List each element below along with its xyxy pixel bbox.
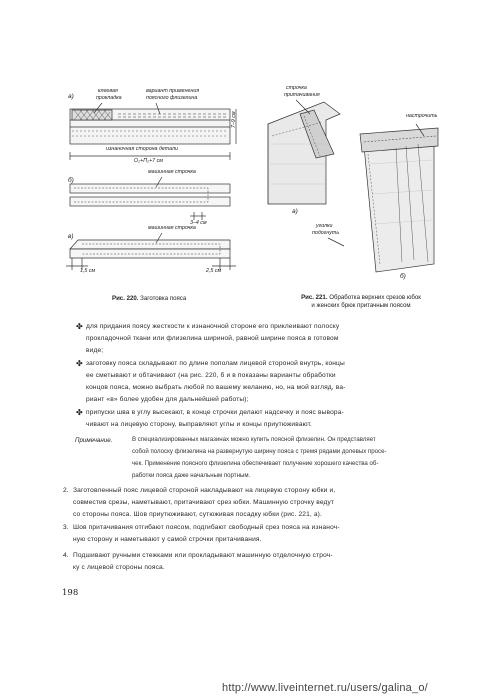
fig220-dim-left: 1,5 см bbox=[80, 268, 96, 274]
text-line: чивают на лицевую сторону, выправляют углы и концы приутюживают. bbox=[86, 421, 313, 429]
fig221-corners-1: уголки bbox=[316, 223, 333, 229]
figure-221 bbox=[256, 84, 446, 294]
text-line: припуски шва в углу высекают, в конце строчки делают надсечку и пояс вывора- bbox=[86, 409, 344, 416]
note-heading: Примечание. bbox=[75, 437, 113, 444]
fig220-label-b: б) bbox=[68, 177, 74, 184]
fig220-glue-pad-1: клеевая bbox=[98, 88, 118, 94]
bullet-marker: ✤ bbox=[76, 359, 83, 368]
text-line: прокладочной ткани или флизелина шириной, равной ширине пояса в готовом bbox=[86, 335, 339, 343]
step-number: 3. bbox=[63, 524, 69, 531]
bullet-item bbox=[86, 358, 436, 406]
fig220-gap-b: 3–4 см bbox=[190, 220, 207, 226]
fig220-stitch-b: машинная строчка bbox=[148, 169, 196, 175]
fig221-caption bbox=[261, 294, 461, 310]
text-line: со стороны пояса. Шов приутюживают, сутюживая посадку юбки (рис. 221, а). bbox=[73, 511, 323, 518]
fig220-dim-right: 2,5 см bbox=[206, 268, 222, 274]
text-line: В специализированных магазинах можно купить поясной флизелин. Он представляет bbox=[132, 436, 376, 443]
text-line: для придания поясу жесткости к изнаночной стороне его приклеивают полоску bbox=[86, 323, 340, 330]
fig220-label-v: в) bbox=[68, 233, 74, 240]
text-line: ку с лицевой стороны пояса. bbox=[73, 564, 165, 571]
note-body bbox=[132, 434, 442, 482]
text-line: Шов притачивания отгибают поясом, подгибают свободный срез пояса на изнаноч- bbox=[73, 524, 340, 531]
figure-220-drawing bbox=[60, 84, 245, 289]
fig220-interfacing-2: поясного флизелина bbox=[146, 95, 198, 101]
fig220-caption-number: Рис. 220. bbox=[112, 295, 139, 302]
text-line: заготовку пояса складывают по длине пополам лицевой стороной внутрь, концы bbox=[86, 360, 345, 367]
text-line: риант «в» более удобен для дальнейшей работы); bbox=[86, 396, 249, 404]
fig220-wrong-side: изнаночная сторона детали bbox=[106, 146, 178, 152]
fig220-label-a: а) bbox=[68, 93, 74, 100]
bullet-marker: ✤ bbox=[76, 408, 83, 417]
text-line: ную сторону и наметывают у самой строчки притачивания. bbox=[73, 536, 262, 543]
fig220-stitch-v: машинная строчка bbox=[148, 225, 196, 231]
fig220-caption-text: Заготовка пояса bbox=[140, 295, 187, 302]
fig220-width: 7–9 см bbox=[231, 111, 237, 128]
watermark-url: http://www.liveinternet.ru/users/galina_o/ bbox=[222, 682, 428, 694]
fig221-stitch-1: строчка bbox=[286, 85, 307, 91]
text-line: работки пояса даже начальным портным. bbox=[132, 471, 251, 479]
fig221-label-a: а) bbox=[292, 208, 298, 215]
page-number: 198 bbox=[62, 588, 79, 598]
step-text bbox=[73, 485, 443, 521]
step-text bbox=[73, 522, 443, 546]
step-number: 2. bbox=[63, 487, 69, 494]
fig221-label-b: б) bbox=[400, 273, 406, 280]
figure-220 bbox=[60, 84, 245, 289]
text-line: Подшивают ручными стежками или прокладывают машинную отделочную строч- bbox=[73, 552, 333, 559]
text-line: чек. Применение поясного флизелина обеспечивает получение хорошего качества об- bbox=[132, 459, 379, 467]
text-line: собой полоску флизелина на развернутую ширину пояса с тремя рядами долевых просе- bbox=[132, 447, 387, 455]
fig221-corners-2: подогнуть bbox=[312, 230, 340, 236]
bullet-item bbox=[86, 407, 436, 431]
text-line: Заготовленный пояс лицевой стороной накладывают на лицевую сторону юбки и, bbox=[73, 487, 336, 494]
fig220-interfacing-1: вариант применения bbox=[146, 88, 200, 94]
text-line: совместив срезы, наметывают, притачивают срез юбки. Машинную строчку ведут bbox=[73, 499, 335, 506]
fig220-caption bbox=[112, 295, 186, 303]
step-number: 4. bbox=[63, 552, 69, 559]
fig220-glue-pad-2: прокладка bbox=[96, 95, 122, 101]
bullet-item bbox=[86, 321, 436, 357]
fig221-caption-line1: Обработка верхних срезов юбок bbox=[329, 294, 421, 301]
fig221-stitch-2: притачивания bbox=[284, 92, 320, 98]
fig221-caption-line2: и женских брюк притачным поясом bbox=[311, 302, 411, 309]
text-line: виде; bbox=[86, 347, 104, 355]
text-line: концов пояса, можно выбрать любой по вашему желанию, но, на мой взгляд, ва- bbox=[86, 384, 346, 392]
step-text bbox=[73, 550, 443, 574]
bullet-marker: ✤ bbox=[76, 322, 83, 331]
fig220-length: О₂+П₂+7 см bbox=[134, 158, 163, 164]
fig221-topstitch: настрочить bbox=[406, 113, 438, 119]
text-line: ее сметывают и обтачивают (на рис. 220, б и в показаны варианты обработки bbox=[86, 372, 336, 380]
fig221-caption-number: Рис. 221. bbox=[301, 294, 328, 301]
